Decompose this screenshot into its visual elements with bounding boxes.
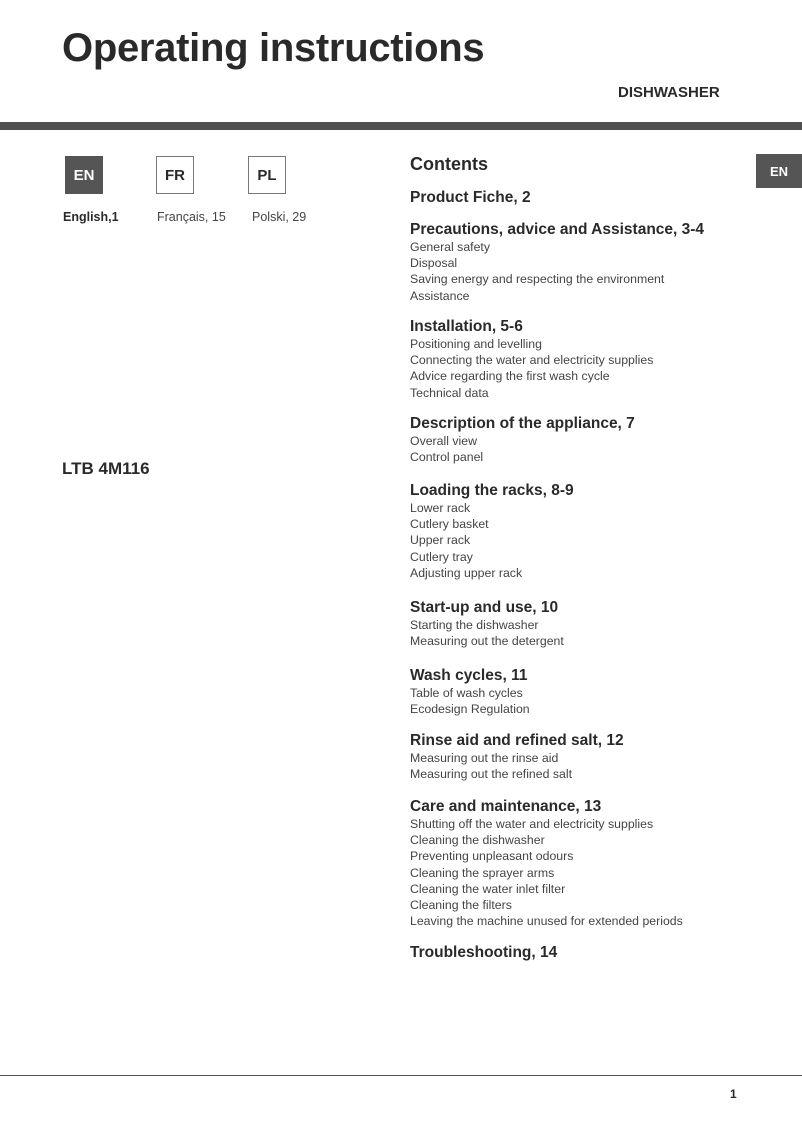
language-tab-en[interactable]: EN — [65, 156, 103, 194]
toc-section-product-fiche — [410, 189, 531, 207]
toc-heading[interactable]: Description of the appliance, 7 — [410, 415, 635, 432]
toc-item[interactable]: Measuring out the rinse aid — [410, 751, 559, 765]
toc-item[interactable]: Starting the dishwasher — [410, 618, 539, 632]
toc-item[interactable]: Lower rack — [410, 501, 471, 515]
toc-item[interactable]: Cutlery basket — [410, 517, 489, 532]
toc-item[interactable]: Cutlery tray — [410, 549, 473, 564]
toc-section-rinse-aid — [410, 732, 624, 782]
language-tab-fr[interactable]: FR — [156, 156, 194, 194]
toc-section-precautions — [410, 221, 704, 304]
toc-item[interactable]: Advice regarding the first wash cycle — [410, 369, 610, 384]
toc-section-care — [410, 798, 683, 929]
toc-section-description — [410, 415, 635, 465]
toc-heading[interactable]: Precautions, advice and Assistance, 3-4 — [410, 221, 705, 238]
toc-item[interactable]: Connecting the water and electricity supplies — [410, 353, 654, 368]
toc-item[interactable]: Leaving the machine unused for extended periods — [410, 914, 683, 929]
toc-section-loading-racks — [410, 482, 574, 581]
product-category: DISHWASHER — [618, 84, 720, 101]
language-label-en[interactable]: English,1 — [63, 210, 119, 224]
toc-item[interactable]: Cleaning the dishwasher — [410, 833, 545, 848]
language-label-fr[interactable]: Français, 15 — [157, 210, 226, 224]
toc-item[interactable]: Adjusting upper rack — [410, 565, 523, 580]
toc-section-start-up — [410, 599, 564, 649]
toc-heading[interactable]: Care and maintenance, 13 — [410, 798, 602, 815]
toc-section-wash-cycles — [410, 667, 530, 717]
toc-heading[interactable]: Start-up and use, 10 — [410, 599, 559, 616]
toc-section-installation — [410, 318, 653, 401]
toc-item[interactable]: General safety — [410, 240, 490, 254]
toc-heading[interactable]: Installation, 5-6 — [410, 318, 523, 335]
toc-item[interactable]: Disposal — [410, 256, 458, 271]
toc-heading[interactable]: Rinse aid and refined salt, 12 — [410, 732, 624, 749]
toc-item[interactable]: Cleaning the sprayer arms — [410, 865, 555, 880]
toc-item[interactable]: Upper rack — [410, 533, 471, 548]
toc-item[interactable]: Cleaning the water inlet filter — [410, 881, 566, 896]
side-language-tab: EN — [756, 154, 802, 188]
toc-heading[interactable]: Wash cycles, 11 — [410, 667, 528, 684]
toc-item[interactable]: Ecodesign Regulation — [410, 702, 530, 717]
page-number: 1 — [730, 1087, 737, 1101]
toc-heading[interactable]: Product Fiche, 2 — [410, 189, 531, 206]
toc-item[interactable]: Preventing unpleasant odours — [410, 849, 574, 864]
header-divider — [0, 122, 802, 130]
footer-divider — [0, 1075, 802, 1076]
toc-item[interactable]: Measuring out the refined salt — [410, 767, 573, 782]
toc-item[interactable]: Overall view — [410, 434, 477, 448]
toc-item[interactable]: Measuring out the detergent — [410, 634, 564, 649]
language-tab-pl[interactable]: PL — [248, 156, 286, 194]
toc-heading[interactable]: Troubleshooting, 14 — [410, 944, 558, 961]
language-label-pl[interactable]: Polski, 29 — [252, 210, 307, 224]
toc-item[interactable]: Shutting off the water and electricity supplies — [410, 817, 654, 831]
page-title: Operating instructions — [62, 26, 485, 70]
toc-item[interactable]: Table of wash cycles — [410, 686, 523, 700]
toc-item[interactable]: Saving energy and respecting the environment — [410, 272, 665, 287]
toc-item[interactable]: Control panel — [410, 450, 484, 465]
toc-item[interactable]: Positioning and levelling — [410, 337, 542, 351]
contents-title: Contents — [410, 154, 488, 174]
toc-heading[interactable]: Loading the racks, 8-9 — [410, 482, 574, 499]
model-number: LTB 4M116 — [62, 459, 150, 478]
toc-item[interactable]: Cleaning the filters — [410, 898, 512, 913]
toc-section-troubleshooting — [410, 944, 557, 962]
toc-item[interactable]: Assistance — [410, 288, 470, 303]
toc-item[interactable]: Technical data — [410, 385, 489, 400]
